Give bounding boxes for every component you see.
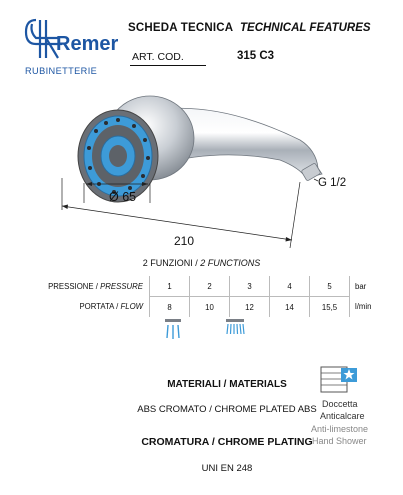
spray-massage-icon [224,318,246,336]
pressure-cell: 4 [270,276,310,297]
pressure-flow-table [8,276,388,317]
diameter-dimension: Ø 65 [109,190,137,204]
length-dimension: 210 [174,234,195,248]
article-code-label: ART. COD. [132,51,184,63]
functions-label-en: 2 FUNCTIONS [200,258,261,268]
functions-label-it: 2 FUNZIONI / [142,258,198,268]
materials-value: ABS CROMATO / CHROME PLATED ABS [137,404,317,415]
spray-face-core [109,145,127,167]
pressure-label: PRESSIONE / PRESSURE [48,281,143,291]
flow-label: PORTATA / FLOW [79,302,143,312]
pressure-cell: 1 [150,276,190,297]
remer-logo [22,14,122,84]
table-row-pressure [8,276,388,297]
article-code-value: 315 C3 [237,50,275,62]
badge-italian-line1: Doccetta [322,399,358,409]
chrome-plating-value: UNI EN 248 [201,463,253,474]
badge-italian-line2: Anticalcare [320,411,365,421]
badge-english-line2: Hand Shower [312,436,367,446]
chrome-plating-title: CROMATURA / CHROME PLATING [141,436,313,448]
table-row-flow [8,297,388,318]
title-italian: SCHEDA TECNICA [128,22,234,34]
spray-normal-icon [163,318,183,340]
pressure-cell: 5 [310,276,350,297]
flow-cell: 12 [230,297,270,318]
functions-heading [0,258,403,268]
pressure-cell: 3 [230,276,270,297]
hand-shower-drawing [0,78,403,268]
article-code-underline [130,65,206,66]
logo-subtitle: RUBINETTERIE [25,66,98,76]
flow-cell: 15,5 [310,297,350,318]
flow-cell: 10 [190,297,230,318]
flow-cell: 8 [150,297,190,318]
title-english: TECHNICAL FEATURES [240,22,371,34]
connection-dimension: G 1/2 [318,177,347,189]
logo-brand: Remer [56,33,119,55]
badge-english-line1: Anti-limestone [311,424,369,434]
pressure-unit: bar [355,281,367,291]
flow-unit: l/min [355,302,372,312]
anti-limestone-shower-icon [319,364,359,394]
materials-title: MATERIALI / MATERIALS [167,379,287,390]
flow-cell: 14 [270,297,310,318]
pressure-cell: 2 [190,276,230,297]
